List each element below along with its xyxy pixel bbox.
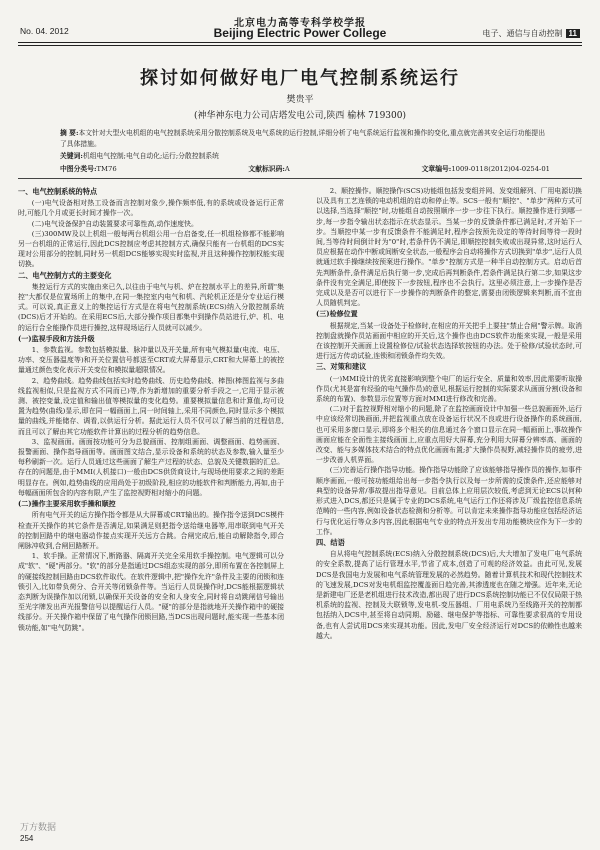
- paragraph: 所有电气开关的运方操作指令都是从大屏幕或CRT输出的。操作指令送到DCS模件检查开关操作的其它条件是否满足,如果满足则把指令送给继电器等,用串联到电气开关的控制回路中的继电器动作接点实现开关远方合跳。合闸完成后,能自动解除指令,即合闸脉冲收到,合闸回路断开。: [18, 511, 284, 550]
- author-affiliation: (神华神东电力公司店塔发电公司,陕西 榆林 719300): [194, 111, 406, 121]
- journal-title-en: Beijing Electric Power College: [213, 26, 387, 40]
- paragraph: 集控运行方式的实施由来已久,以往由于电气与机、炉在控制水平上的差异,所谓"集控"大都仅是位置场所上的集中,在同一集控室内电气和机、汽轮机正还是分专业运行模式。可以说,真正意义上的集控运行方式是在将电气控制系统(ECS)纳入分散控制系统(DCS)后才开始的。在采用ECS后,大部分操作项目都集中到操作员站进行,炉、机、电的运行合全能操作员进行操控,这样现场运行人员就可以减少。: [18, 282, 284, 332]
- doc-code-value: A: [284, 165, 290, 173]
- doc-code-label: 文献标识码:: [248, 165, 285, 173]
- paragraph: 2、趋势曲线。趋势曲线包括实时趋势曲线、历史趋势曲线、棒图(棒图监视与多曲线监视相似,只是监视方式不同而已)等,作为新增加的重要分析手段之一,它用于显示被测、被控变量,设定值和输出值等模拟量的变化趋势。重要模拟量信息和计算值,均可设置为趋势(曲线)显示,即在同一幅画面上,同一时间轴上,采用不同颜色,同时显示多个模拟量的曲线,并能储存、调看,以供运行分析。据此运行人员不仅可以了解当前的过程信息,而且可以了解由其它功能软件计算出的过程分析的趋势信息。: [18, 376, 284, 436]
- section-label: [483, 28, 580, 39]
- section-heading: 一、电气控制系统的特点: [18, 187, 98, 196]
- paragraph: 2、顺控操作。顺控操作(SCS)功能组包括发变组并网、发变组解列、厂用电源切换以及具有工艺连锁的电动机组的启动和停止等。SCS一般有"顺控"、"单步"两种方式可以选择,当选择"顺控"时,功能组自动按照顺序一步一步往下执行。顺控操作进行到哪一步,每一步指令输出状态指示在状态显示。当某一步的反馈条件都已满足时,才开始下一步。当顺控中某一步有反馈条件不能满足时,程序会按预先设定的等待时间等待一段时间,当等待时间倒计时为"0"时,若条件仍不满足,即顺控控制失败或出现异常,这时运行人员应根据在动作中断或间断安全状态,一般程序会自动将操作方式切换到"单步",运行人员就通过软手操继续按预案进行操作。"单步"控制方式是一种半自动控制方式。启动后首先判断条件,条件满足后执行第一步,完成后再判断条件,若条件满足执行第二步,如果这步条件没有完全满足,即使按下一步按钮,程序也不会执行。这里必须注意,上一步操作是否完成以及是否可以进行下一步操作的判断条件的整定,需要由闭锁逻辑来判断,而不宜由人员随机判定。: [316, 187, 582, 308]
- header-rule: [18, 42, 582, 43]
- section-heading: 四、结语: [316, 537, 345, 547]
- clc-value: TM76: [96, 165, 117, 173]
- article-id-field: [422, 163, 550, 173]
- abstract-text: 本文针对大型火电机组的电气控制系统采用分散控制系统及电气系统的运行控制,详细分析了电气系统运行监视和操作的变化,重点就完善其安全运行功能提出了具体措施。: [60, 129, 545, 148]
- section-heading: 二、电气控制方式的主要变化: [18, 270, 112, 280]
- clc-label: 中图分类号:: [60, 165, 97, 173]
- wanfang-logo: 万方数据: [20, 823, 57, 833]
- abstract: [60, 128, 550, 149]
- clc-field: [60, 163, 117, 173]
- page-number: 254: [20, 834, 34, 843]
- paragraph: 1、参数监视。参数包括模拟量、脉冲量以及开关量,所有电气模拟量(电流、电压、功率、变压器温度等)和开关位置信号都送至CRT或大屏幕显示,CRT和大屏幕上的被控量通过颜色变化表示开关变位和模拟量超限情况。: [18, 346, 284, 375]
- doc-code-field: [248, 163, 289, 173]
- paragraph: (三)300MW及以上机组一般每两台机组公用一台启备变,任一机组检修都不能影响另一台机组的正常运行,因此DCS控制应考虑其控制方式,确保只能有一台机组的DCS实现对公用部分的控制,同时另一机组DCS能够实现实时监视,并且这种操作控制权能实现切换。: [18, 229, 284, 269]
- subsection-heading: (二)操作主要采用软手操和顺控: [18, 499, 116, 509]
- page-header: [0, 0, 600, 46]
- section-name: 电子、通信与自动控制: [482, 29, 563, 38]
- keywords: [60, 150, 550, 160]
- left-column: [18, 186, 284, 633]
- paragraph: 1、软手操。正常情况下,断路器、隔离开关完全采用软手操控制。电气逻辑可以分成"软"、"硬"两部分。"软"的部分是指通过DCS组态实现的部分,即所布置在各控制屏上的硬接线控制回路由DCS软件取代。在软件逻辑中,把"操作允许"条件及主要的闭锁和连锁引入,比如带负荷分、合开关等闭锁条件等。当运行人员误操作时,DCS能根据逻辑状态判断为误操作加以闭锁,以确保开关设备的安全和人身安全,同时将自动跳闸信号输出至光字牌发出声光报警信号以提醒运行人员。"硬"的部分是指就地开关操作箱中的硬接线部分。开关操作箱中保留了电气操作闭锁回路,当DCS出现问题时,能实现一些基本闭锁功能,如"电气防跳"。: [18, 552, 284, 632]
- subsection-heading: (一)监视手段和方法升级: [18, 333, 95, 343]
- paragraph: (二)对于监控视野相对缩小的问题,除了在监控画面设计中加强一些总貌画面外,运行中应该经常切换画面,并把监视重点放在设备运行状况不良或进行设备操作的系统画面,也可采用多窗口显示,即将多个相关的信息通过各个窗口显示在同一幅画面上,事故操作画面应能在全面性主接线画面上,应重点用好大屏幕,充分利用大屏幕分辨率高、画面的改变、能与多媒体技术结合的特点优化画面布置;扩大操作员视野,减轻操作员的疲劳,进一步改善人机界面。: [316, 405, 582, 465]
- issue-number: No. 04. 2012: [20, 26, 69, 36]
- header-rule-thin: [18, 45, 582, 46]
- paragraph: 根据规定,当某一设备处于检修时,在相应的开关把手上要挂"禁止合闸"警示牌。取消控制盘就操作员站画面中相应的开关后,这个操作也由DCS软件功能来实现,一般是采用在该控制开关画面上设置检修位/试验状态选择软按钮的办法。处于检修/试验状态时,可进行远方传动试验,连锁和闭锁条件均失效。: [316, 321, 582, 361]
- paragraph: 3、监视画面。画面按功能可分为总貌画面、控制组画面、调整画面、趋势画面、报警画面、操作指导画面等。画面图文结合,显示设备和系统的状态及参数,输入量至少每秒刷新一次。运行人员通过这些画面了解生产过程的状态、总貌及关键数据的汇总。存在的问题是,由于MMI(人机接口)一般由DCS供货商设计,与现场使用要求之间的差距明显存在。例如,趋势曲线的应用尚处于初级阶段,相应的功能软件和判断能力,再如,由于每幅画面所包含的内容有限,产生了监控视野相对缩小的问题。: [18, 437, 284, 497]
- section-heading: 三、对策和建议: [316, 362, 367, 372]
- journal-title-cn: 北京电力高等专科学校学报: [234, 18, 366, 29]
- paragraph: (一)MMI设计的优劣直接影响到整个电厂的运行安全、质量和效率,因此需要听取操作员(尤其是富有经验的电气操作员)的意见,根据运行控制的实际要求从画面分割(设备和系统的布置)、参数显示位置等方面对MMI进行修改和完善。: [316, 374, 582, 404]
- abstract-label: 摘 要:: [60, 129, 79, 137]
- paragraph: (一)电气设备相对热工设备而言控制对象少,操作频率低,有的系统或设备运行正常时,可能几个月或更长时间才操作一次。: [18, 199, 284, 218]
- paragraph: (三)完善运行操作指导功能。操作指导功能除了应该能够指导操作员的操作,如事件顺序画面,一般可按功能组给出每一步指令执行以及每一步所需的反馈条件,还应能够对典型的设备异常/事故提出指导意见。目前总体上应用层次较低,考虑到无论ECS以何种形式进入DCS,都还只是属于专业的DCS系统,电气运行工作还将涉及厂级监控信息系统范畴的一些内容,例如设备状态检测和分析等。可以肯定未来操作指导功能应包括经济运行与优化运行等众多内容,因此根据电气专业的特点开发出专用功能模块应作为下一步的工作。: [316, 466, 582, 536]
- page-marker: 11: [566, 29, 580, 38]
- right-column: [316, 186, 582, 641]
- article-id-value: 1009-0118(2012)04-0254-01: [451, 165, 550, 173]
- article-title: 探讨如何做好电厂电气控制系统运行: [140, 68, 460, 89]
- keywords-text: 机组电气控制;电气自动化;运行;分散控制系统: [82, 152, 219, 160]
- article-author: 樊贵平: [286, 95, 314, 105]
- subsection-heading: (三)检修位置: [316, 309, 358, 319]
- classification-line: [60, 163, 550, 173]
- article-id-label: 文章编号:: [421, 165, 452, 173]
- paragraph: (二)电气设备保护自动装置要求可靠性高,动作速度快。: [31, 219, 198, 228]
- paragraph: 自从将电气控制系统(ECS)纳入分散控制系统(DCS)后,大大增加了发电厂电气系统的安全系数,提高了运行管理水平,节省了成本,创造了可观的经济效益。由此可见,发展DCS是我国电力发展和电气系统管理发展的必然趋势。随着计算机技术和现代控制技术的飞速发展,DCS对发电机组监控覆盖面日趋完善,其渗透度也在随之增强。近年来,无论是新建电厂还是老机组进行技术改造,都出现了进行DCS系统控制功能已不仅仅局限于热机系统的监视、控制及大联锁等,发电机-变压器组、厂用电系统乃至线路开关的控制都包括纳入DCS中,甚至将自动同期、励磁、继电保护等指标、可靠性要求很高的专用设备,也有人尝试用DCS来实现其功能。因此,发电厂安全经济运行对DCS的依赖性也越来越大。: [316, 550, 582, 640]
- abstract-divider: [18, 178, 582, 179]
- keywords-label: 关键词:: [60, 152, 83, 160]
